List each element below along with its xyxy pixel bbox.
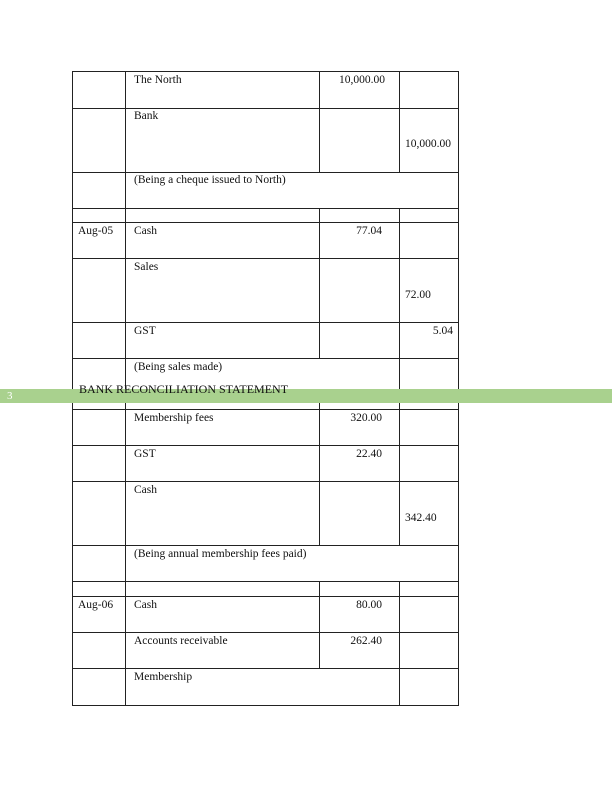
debit-cell: 80.00 [356, 599, 382, 611]
date-cell: Aug-06 [78, 599, 114, 611]
account-cell: Cash [134, 225, 157, 237]
account-cell: GST [134, 448, 156, 460]
table-rule [72, 409, 459, 410]
narration-cell: (Being a cheque issued to North) [134, 174, 286, 186]
table-rule [399, 208, 400, 545]
table-rule [72, 222, 459, 223]
debit-cell: 22.40 [356, 448, 382, 460]
table-rule [72, 545, 459, 546]
account-cell: The North [134, 74, 182, 86]
table-rule [319, 581, 320, 668]
table-rule [72, 581, 459, 582]
table-rule [399, 581, 400, 706]
debit-cell: 320.00 [350, 412, 382, 424]
page-number: 3 [7, 390, 13, 402]
credit-cell: 5.04 [432, 325, 453, 337]
account-cell: Membership [134, 671, 193, 683]
table-rule [72, 445, 459, 446]
table-rule [72, 632, 459, 633]
table-rule [72, 322, 459, 323]
account-cell: Sales [134, 261, 159, 273]
narration-cell: (Being sales made) [134, 361, 223, 373]
date-cell: Aug-05 [78, 225, 114, 237]
table-rule [72, 208, 459, 209]
account-cell: Membership fees [134, 412, 214, 424]
table-rule [72, 596, 459, 597]
table-rule [399, 71, 400, 172]
account-cell: Accounts receivable [134, 635, 228, 647]
credit-cell: 10,000.00 [405, 138, 451, 150]
debit-cell: 10,000.00 [339, 74, 385, 86]
debit-cell: 262.40 [350, 635, 382, 647]
account-cell: Cash [134, 599, 157, 611]
account-cell: Cash [134, 484, 157, 496]
table-rule [72, 705, 459, 706]
account-cell: Bank [134, 110, 159, 122]
table-rule [72, 481, 459, 482]
table-rule [72, 358, 459, 359]
account-cell: GST [134, 325, 156, 337]
table-rule [72, 71, 459, 72]
debit-cell: 77.04 [356, 225, 382, 237]
narration-cell: (Being annual membership fees paid) [134, 548, 307, 560]
credit-cell: 72.00 [405, 289, 431, 301]
credit-cell: 342.40 [405, 512, 437, 524]
section-heading: BANK RECONCILIATION STATEMENT [79, 382, 289, 396]
table-rule [72, 258, 459, 259]
table-rule [72, 668, 459, 669]
